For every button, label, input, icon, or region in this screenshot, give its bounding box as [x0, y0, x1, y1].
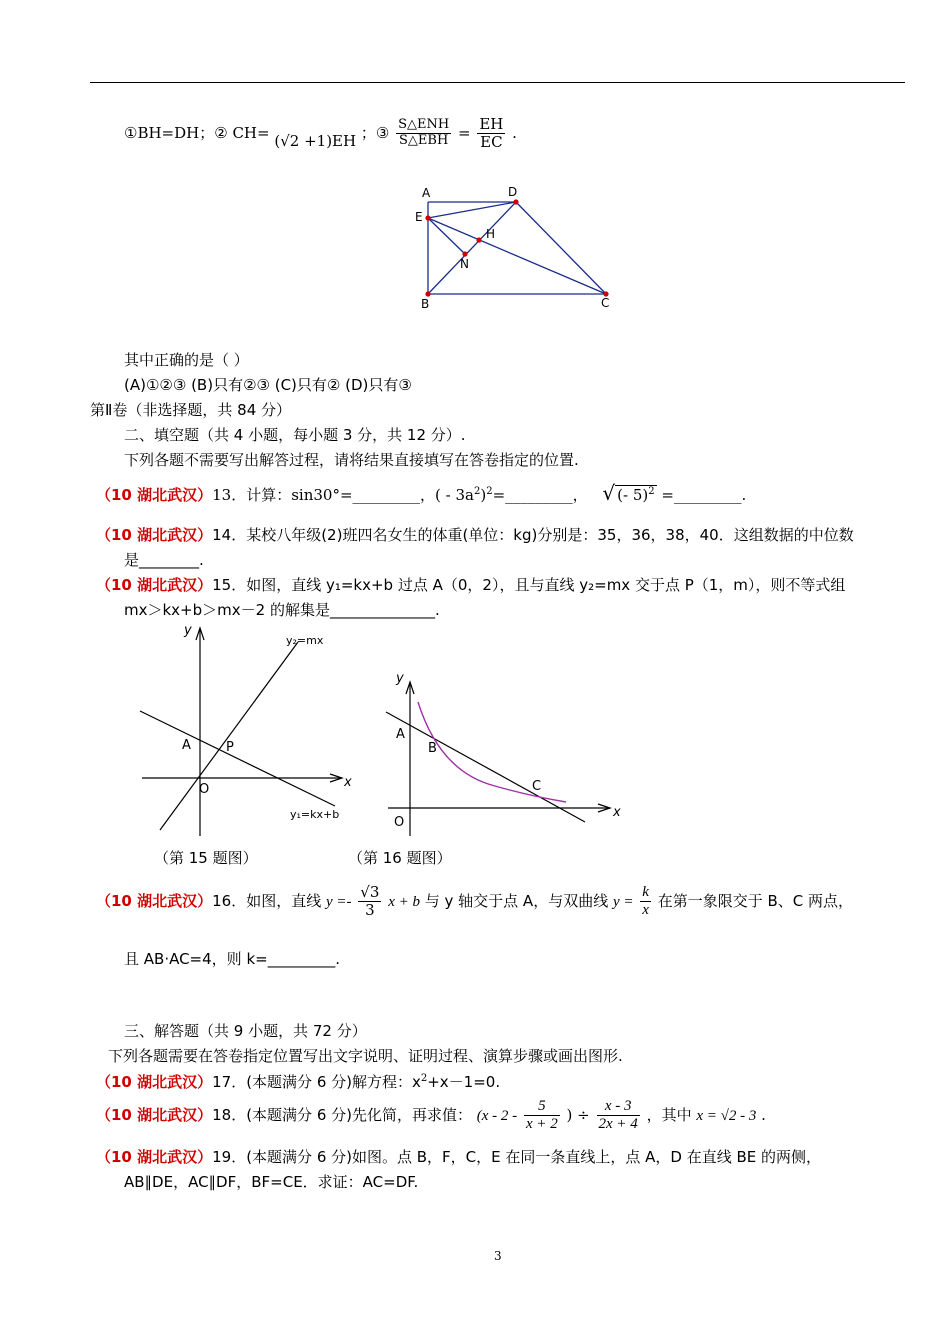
point-d [513, 199, 518, 204]
segment-en [428, 218, 465, 254]
fig15-label-o: O [199, 782, 210, 797]
figure-16 [380, 660, 630, 840]
trapezoid-figure [410, 182, 620, 312]
choice-prompt: 其中正确的是（ ） [124, 351, 249, 369]
ch-expression: (√2 +1)EH [274, 131, 357, 150]
question-19: （10 湖北武汉）19．(本题满分 6 分)如图。点 B，F，C，E 在同一条直线上，点 A，D 在直线 BE 的两侧， [96, 1148, 822, 1166]
fig16-y-label: y [396, 671, 404, 686]
line-slope-fraction: $\frac{√3}{3}$ [360, 883, 380, 920]
question-17: （10 湖北武汉）17．(本题满分 6 分)解方程：$x^2+x-1=0$. [96, 1073, 501, 1091]
fig15-caption: （第 15 题图） [154, 849, 258, 867]
fig16-caption: （第 16 题图） [348, 849, 452, 867]
fig16-label-a: A [396, 727, 405, 742]
section3-intro: 下列各题需要在答卷指定位置写出文字说明、证明过程、演算步骤或画出图形. [108, 1047, 623, 1065]
label-d: D [508, 185, 518, 199]
fig15-label-y2: y₂=mx [286, 634, 324, 647]
hyperbola-curve [418, 702, 566, 802]
question-13: （10 湖北武汉）13．计算：sin30°=_________，( - $3a^2)^2=\_\_\_\_\_\_\_\_\_$， √ (- 5)$^2$ =_________. [96, 481, 747, 505]
point-h [476, 237, 481, 242]
point-b [425, 291, 430, 296]
label-a: A [422, 186, 431, 200]
fig15-label-p: P [226, 740, 234, 755]
question-15-line2: mx＞kx+b＞mx－2 的解集是______________. [124, 601, 440, 619]
segment-dc [516, 202, 606, 294]
fig15-label-a: A [182, 738, 191, 753]
label-h: H [486, 227, 496, 241]
fraction-x-minus-3: $\frac{x - 3}{2x + 4}$ [598, 1098, 638, 1133]
fig16-label-c: C [532, 779, 542, 794]
label-n: N [460, 257, 469, 271]
figure-15 [130, 618, 370, 843]
header-rule [90, 82, 905, 83]
fig15-label-y1: y₁=kx+b [290, 808, 340, 821]
hyperbola-fraction: $\frac{k}{x}$ [642, 884, 649, 919]
sqrt-expression: √ (- 5)$^2$ [602, 481, 655, 505]
question-18: （10 湖北武汉）18．(本题满分 6 分)先化简，再求值： (x - 2 - $\frac{5}{x + 2}$ ) ÷ $\frac{x - 3}{2x + 4}$ ，其中 x = √2 - 3 . [96, 1098, 766, 1133]
section3-title: 三、解答题（共 9 小题，共 72 分） [124, 1022, 367, 1040]
part2-title: 第Ⅱ卷（非选择题，共 84 分） [90, 401, 292, 419]
question-16-line2: 且 AB·AC=4，则 k=_________. [124, 950, 340, 968]
segment-ratio-fraction: $\frac{EH}{EC}$ [479, 115, 504, 152]
section2-intro: 下列各题不需要写出解答过程，请将结果直接填写在答卷指定的位置. [124, 451, 579, 469]
area-ratio-fraction: $\frac{\text{S△ENH}}{\text{S△EBH}}$ [398, 117, 450, 149]
conclusions-text: ①BH=DH；② CH= [124, 123, 270, 142]
point-e [425, 215, 430, 220]
question-16: （10 湖北武汉）16．如图，直线 y =- $\frac{√3}{3}$ x + b 与 y 轴交于点 A，与双曲线 y = $\frac{k}{x}$ 在第一象限交于 B、C 两点， [96, 883, 854, 920]
point-n [462, 251, 467, 256]
fig16-x-label: x [613, 805, 621, 820]
label-c: C [601, 296, 610, 310]
question-19-line2: AB∥DE，AC∥DF，BF=CE．求证：AC=DF. [124, 1173, 419, 1191]
label-e: E [415, 210, 423, 224]
conclusion-separator: ；③ [360, 123, 390, 142]
section2-title: 二、填空题（共 4 小题，每小题 3 分，共 12 分）. [124, 426, 466, 444]
straight-line [386, 712, 585, 822]
fig16-label-b: B [428, 741, 437, 756]
line-y2 [160, 642, 298, 830]
page-number: 3 [494, 1249, 502, 1263]
fig15-x-label: x [344, 775, 352, 790]
segment-ec [428, 218, 606, 294]
fraction-5-over-x-plus-2: $\frac{5}{x + 2}$ [525, 1098, 558, 1133]
label-b: B [421, 297, 430, 311]
question-14: （10 湖北武汉）14．某校八年级(2)班四名女生的体重(单位：kg)分别是：35，36，38，40．这组数据的中位数 [96, 526, 854, 544]
choices: (A)①②③ (B)只有②③ (C)只有② (D)只有③ [124, 376, 412, 394]
fig16-label-o: O [394, 815, 405, 830]
question-15: （10 湖北武汉）15．如图，直线 y₁=kx+b 过点 A（0，2），且与直线 y₂=mx 交于点 P（1，m），则不等式组 [96, 576, 846, 594]
prev-question-conclusions: ①BH=DH；② CH= (√2 +1)EH ；③ $\frac{\text{S△ENH}}{\text{S△EBH}}$ = $\frac{EH}{EC}$ . [124, 115, 517, 152]
source-tag: （10 湖北武汉） [96, 486, 213, 504]
fig15-y-label: y [184, 623, 192, 638]
question-14-line2: 是________. [124, 551, 204, 569]
